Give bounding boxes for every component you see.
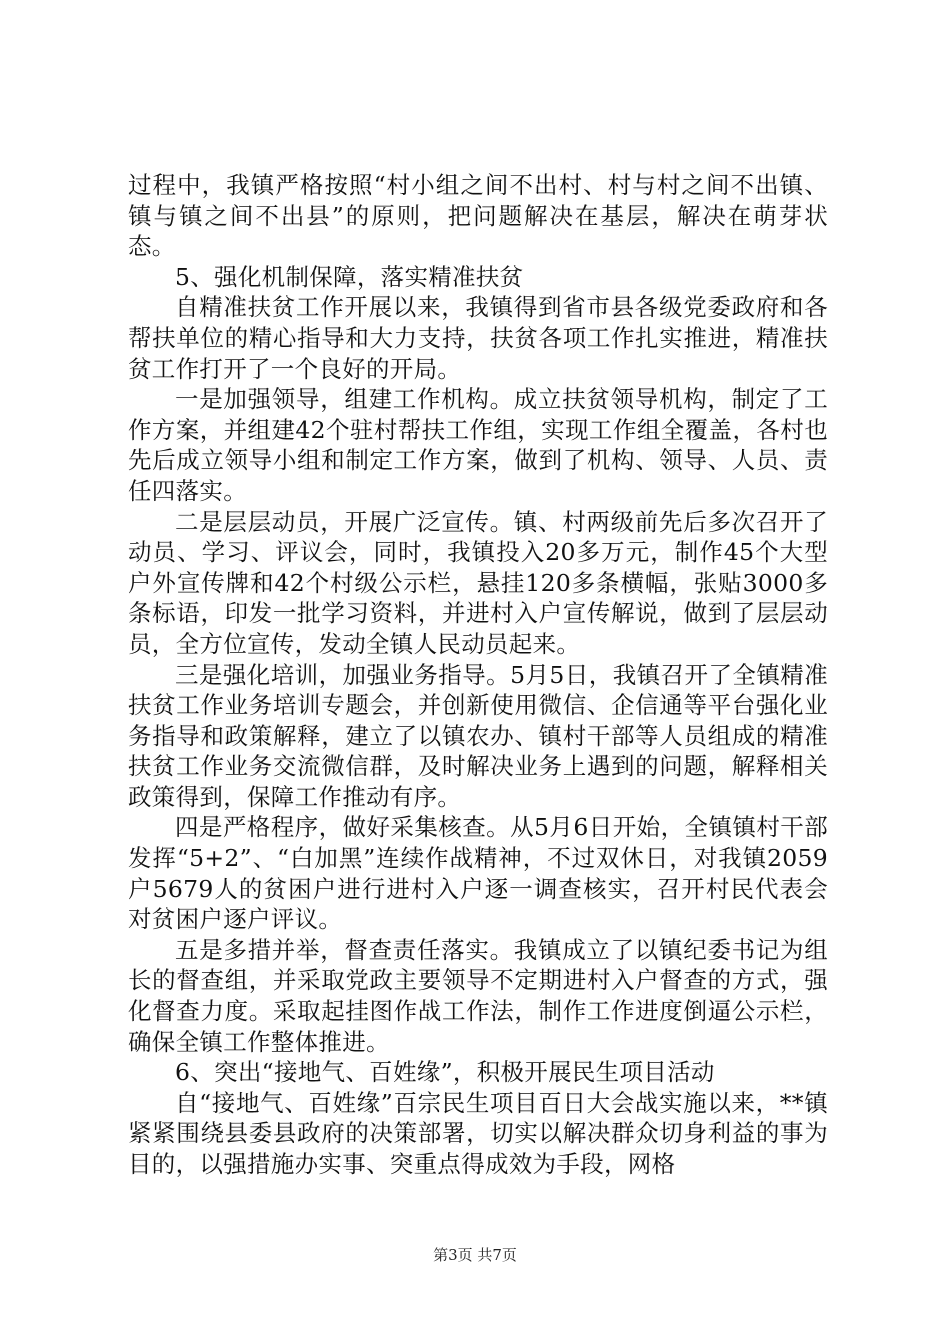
paragraph-point-1: 一是加强领导，组建工作机构。成立扶贫领导机构，制定了工作方案，并组建42个驻村帮扶工作组，实现工作组全覆盖，各村也先后成立领导小组和制定工作方案，做到了机构、领导、人员、责任四落实。: [128, 385, 828, 505]
section-heading-5: 5、强化机制保障，落实精准扶贫: [175, 262, 524, 291]
paragraph-point-2: 二是层层动员，开展广泛宣传。镇、村两级前先后多次召开了动员、学习、评议会，同时，我镇投入20多万元，制作45个大型户外宣传牌和42个村级公示栏，悬挂120多条横幅，张贴3000多条标语，印发一批学习资料，并进村入户宣传解说，做到了层层动员，全方位宣传，发动全镇人民动员起来。: [128, 507, 828, 658]
section-heading-6: 6、突出“接地气、百姓缘”，积极开展民生项目活动: [175, 1058, 715, 1087]
paragraph-point-4: 四是严格程序，做好采集核查。从5月6日开始，全镇镇村干部发挥“5+2”、“白加黑”连续作战精神，不过双休日，对我镇2059户5679人的贫困户进行进村入户逐一调查核实，召开村民代表会对贫困户逐户评议。: [128, 813, 828, 934]
paragraph-continuation: 过程中，我镇严格按照“村小组之间不出村、村与村之间不出镇、镇与镇之间不出县”的原则，把问题解决在基层，解决在萌芽状态。: [128, 171, 828, 261]
paragraph-livelihood-projects: 自“接地气、百姓缘”百宗民生项目百日大会战实施以来，**镇紧紧围绕县委县政府的决策部署，切实以解决群众切身利益的事为目的，以强措施办实事、突重点得成效为手段，网格: [128, 1088, 828, 1178]
paragraph-point-5: 五是多措并举，督查责任落实。我镇成立了以镇纪委书记为组长的督查组，并采取党政主要领导不定期进村入户督查的方式，强化督查力度。采取起挂图作战工作法，制作工作进度倒逼公示栏，确保全镇工作整体推进。: [128, 935, 828, 1056]
page-footer: 第3页 共7页: [433, 1246, 517, 1264]
document-body: [128, 170, 828, 1180]
paragraph-point-3: 三是强化培训，加强业务指导。5月5日，我镇召开了全镇精准扶贫工作业务培训专题会，并创新使用微信、企信通等平台强化业务指导和政策解释，建立了以镇农办、镇村干部等人员组成的精准扶贫工作业务交流微信群，及时解决业务上遇到的问题，解释相关政策得到，保障工作推动有序。: [128, 660, 828, 811]
paragraph-intro-poverty: 自精准扶贫工作开展以来，我镇得到省市县各级党委政府和各帮扶单位的精心指导和大力支持，扶贫各项工作扎实推进，精准扶贫工作打开了一个良好的开局。: [128, 293, 828, 383]
